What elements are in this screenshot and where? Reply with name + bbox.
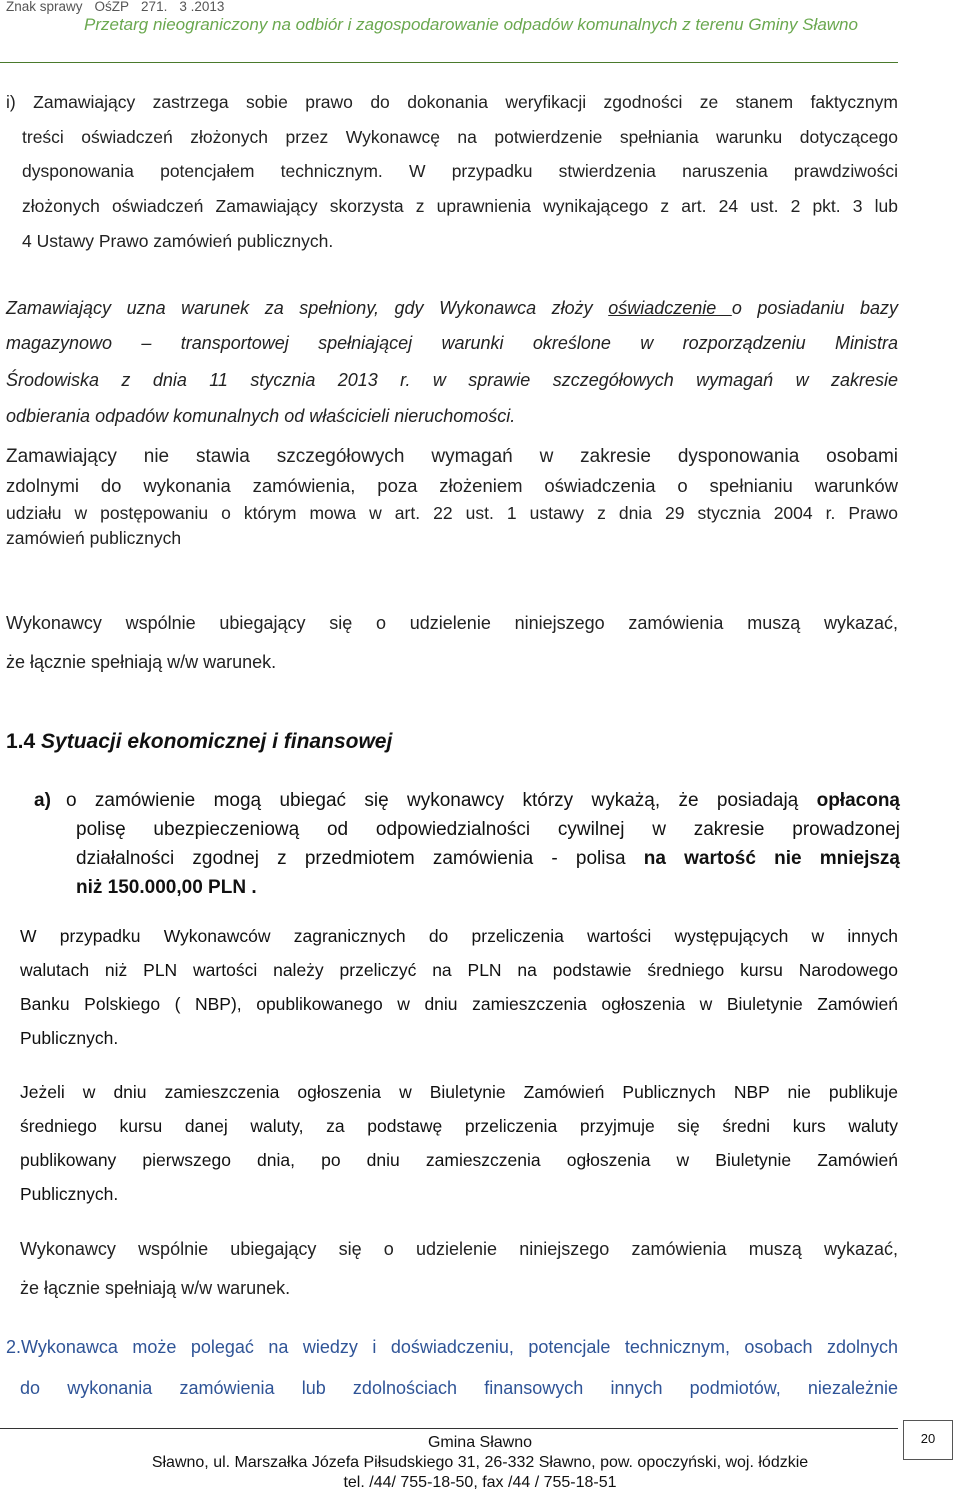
section-number: 1.4 (6, 730, 36, 753)
text-line: zamówień publicznych (6, 528, 182, 548)
text-segment: działalności zgodnej z przedmiotem zamówienia - polisa (76, 848, 644, 869)
text-line: że łącznie spełniają w/w warunek. (6, 652, 277, 672)
text-line: treści oświadczeń złożonych przez Wykonawcę na potwierdzenie spełniania warunku dotyczącego (22, 127, 898, 147)
page-number: 20 (903, 1420, 953, 1460)
footer-address: Sławno, ul. Marszałka Józefa Piłsudskiego 31, 26-332 Sławno, pow. opoczyński, woj. łódzkie (151, 1454, 809, 1471)
text-line: zdolnymi do wykonania zamówienia, poza złożeniem oświadczenia o spełnianiu warunków (6, 475, 898, 496)
footer-organization: Gmina Sławno (427, 1434, 533, 1451)
doc-ref-label: Znak sprawy (6, 0, 83, 14)
text-line: złożonych oświadczeń Zamawiający skorzysta z uprawnienia wynikającego z art. 24 ust. 2 pkt. 3 lub (22, 196, 898, 216)
text-line: 2.Wykonawca może polegać na wiedzy i doświadczeniu, potencjale technicznym, osobach zdolnych (6, 1337, 898, 1357)
text-line (6, 298, 898, 319)
doc-ref-year: 3 .2013 (179, 0, 225, 14)
text-line: Jeżeli w dniu zamieszczenia ogłoszenia w Biuletynie Zamówień Publicznych NBP nie publikuje (20, 1082, 898, 1102)
doc-ref-number: 271. (141, 0, 168, 14)
text-line: Środowiska z dnia 11 stycznia 2013 r. w sprawie szczegółowych wymagań w zakresie (6, 370, 898, 390)
bold-term: na wartość nie mniejszą (643, 848, 900, 869)
footer-contact: tel. /44/ 755-18-50, fax /44 / 755-18-51 (343, 1474, 617, 1491)
text-line: W przypadku Wykonawców zagranicznych do przeliczenia wartości występujących w innych (20, 926, 898, 946)
text-line (76, 848, 900, 870)
text-segment: o zamówienie mogą ubiegać się wykonawcy którzy wykażą, że posiadają (66, 790, 817, 811)
text-segment: o posiadaniu bazy (731, 298, 898, 318)
list-marker: a) (34, 790, 51, 811)
text-line: że łącznie spełniają w/w warunek. (20, 1278, 291, 1298)
text-line: i) Zamawiający zastrzega sobie prawo do dokonania weryfikacji zgodności ze stanem faktycznym (6, 92, 898, 112)
text-line: odbierania odpadów komunalnych od właścicieli nieruchomości. (6, 406, 516, 426)
tender-title: Przetarg nieograniczony na odbiór i zagospodarowanie odpadów komunalnych z terenu Gminy Sławno (84, 15, 858, 34)
bold-term: opłaconą (816, 790, 900, 811)
document-reference (6, 0, 224, 14)
section-title: Sytuacji ekonomicznej i finansowej (35, 730, 393, 753)
text-line: dysponowania potencjałem technicznym. W przypadku stwierdzenia naruszenia prawdziwości (22, 161, 898, 181)
section-heading (6, 730, 392, 754)
text-line: polisę ubezpieczeniową od odpowiedzialności cywilnej w zakresie prowadzonej (76, 819, 900, 840)
text-line: walutach niż PLN wartości należy przeliczyć na PLN na podstawie średniego kursu Narodowego (20, 960, 898, 980)
footer-divider (0, 1428, 898, 1429)
text-line: publikowany pierwszego dnia, po dniu zamieszczenia ogłoszenia w Biuletynie Zamówień (20, 1150, 898, 1170)
text-line: magazynowo – transportowej spełniającej warunki określone w rozporządzeniu Ministra (6, 333, 898, 353)
text-line: 4 Ustawy Prawo zamówień publicznych. (22, 231, 334, 251)
text-line: Zamawiający nie stawia szczegółowych wymagań w zakresie dysponowania osobami (6, 446, 898, 467)
doc-ref-unit: OśZP (94, 0, 130, 14)
text-line: Banku Polskiego ( NBP), opublikowanego w dniu zamieszczenia ogłoszenia w Biuletynie Zamówień (20, 994, 898, 1014)
underlined-term: oświadczenie (608, 298, 732, 318)
text-line: Wykonawcy wspólnie ubiegający się o udzielenie niniejszego zamówienia muszą wykazać, (6, 613, 898, 633)
text-line (66, 790, 900, 812)
header-divider (0, 62, 898, 63)
text-line: udziału w postępowaniu o którym mowa w art. 22 ust. 1 ustawy z dnia 29 stycznia 2004 r. Prawo (6, 503, 898, 523)
text-line: do wykonania zamówienia lub zdolnościach finansowych innych podmiotów, niezależnie (20, 1378, 898, 1398)
text-line: Publicznych. (20, 1028, 119, 1048)
text-line: niż 150.000,00 PLN . (76, 877, 257, 898)
text-segment: Zamawiający uzna warunek za spełniony, gdy Wykonawca złoży (6, 298, 609, 318)
text-line: średniego kursu danej waluty, za podstawę przeliczenia przyjmuje się średni kurs waluty (20, 1116, 898, 1136)
text-line: Wykonawcy wspólnie ubiegający się o udzielenie niniejszego zamówienia muszą wykazać, (20, 1239, 898, 1259)
text-line: Publicznych. (20, 1184, 119, 1204)
